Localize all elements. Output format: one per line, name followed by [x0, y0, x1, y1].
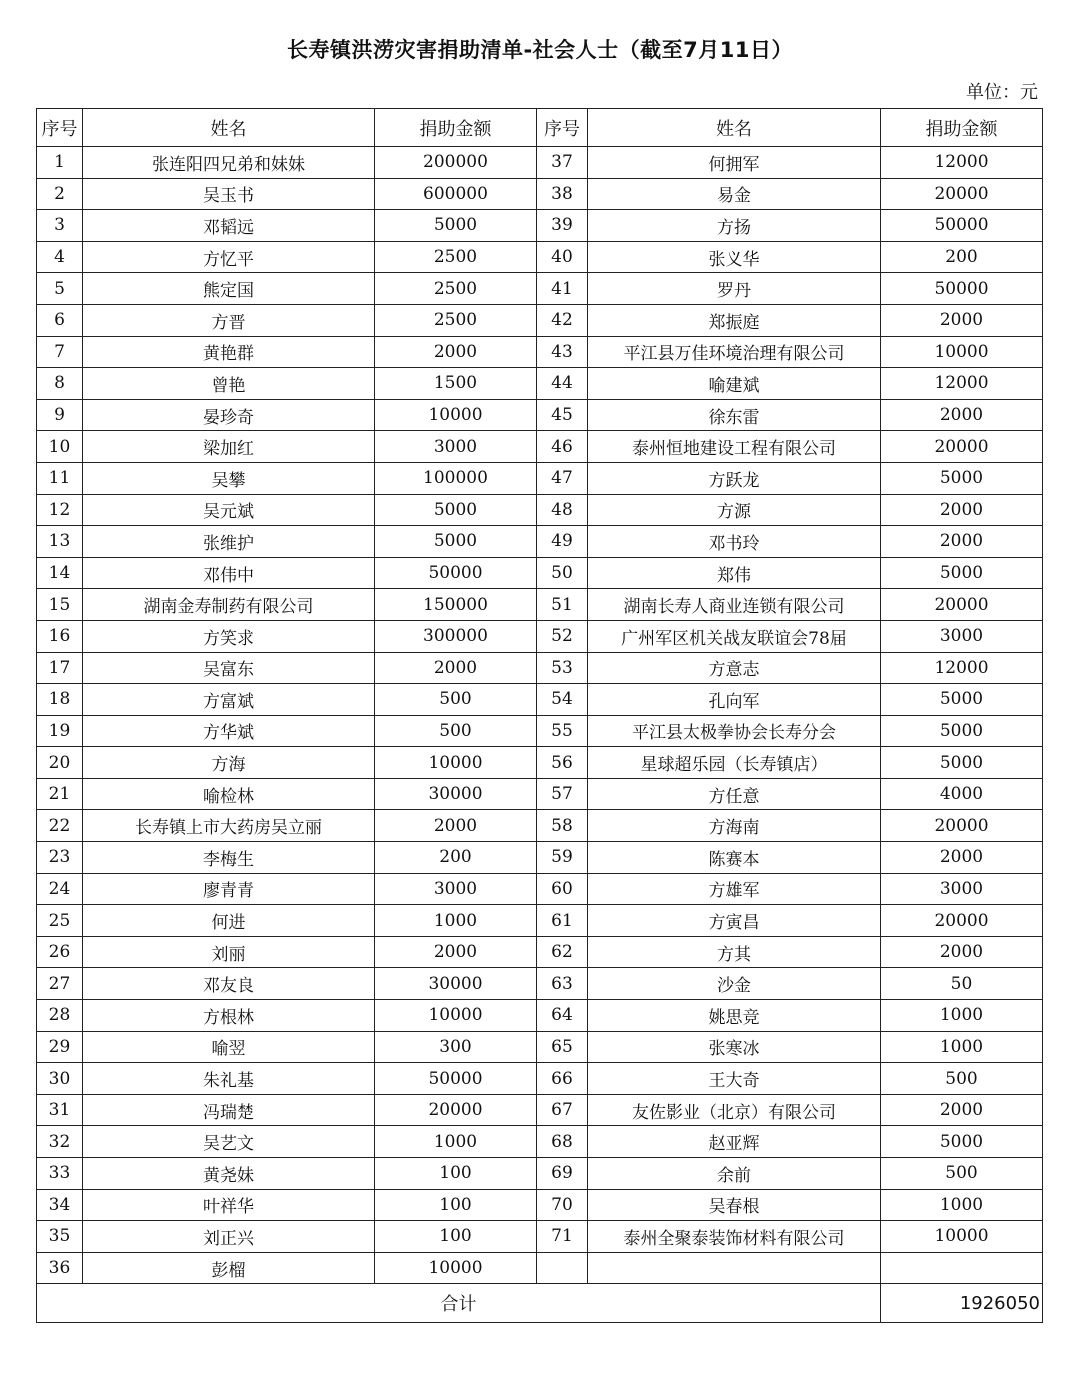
right-no-cell: 46 [537, 431, 588, 463]
left-no-cell: 11 [37, 462, 83, 494]
total-label: 合计 [37, 1284, 881, 1323]
right-no-cell: 64 [537, 1000, 588, 1032]
table-row [37, 1252, 1043, 1284]
left-name-cell: 方忆平 [83, 241, 375, 273]
left-amount-cell: 300000 [375, 620, 537, 652]
left-name-cell: 彭榴 [83, 1252, 375, 1284]
right-amount-cell: 2000 [881, 526, 1043, 558]
table-row [37, 336, 1043, 368]
left-amount-cell: 200 [375, 842, 537, 874]
right-amount-cell: 50000 [881, 273, 1043, 305]
right-name-cell: 何拥军 [588, 147, 881, 179]
table-row [37, 399, 1043, 431]
right-no-cell: 53 [537, 652, 588, 684]
left-no-cell: 19 [37, 715, 83, 747]
right-amount-cell: 2000 [881, 936, 1043, 968]
right-name-cell: 姚思竞 [588, 1000, 881, 1032]
right-name-cell: 平江县万佳环境治理有限公司 [588, 336, 881, 368]
right-name-cell: 方寅昌 [588, 905, 881, 937]
right-amount-cell: 5000 [881, 557, 1043, 589]
left-amount-cell: 2500 [375, 273, 537, 305]
right-amount-cell: 2000 [881, 304, 1043, 336]
left-amount-cell: 1000 [375, 1126, 537, 1158]
right-amount-cell: 12000 [881, 652, 1043, 684]
table-row [37, 368, 1043, 400]
left-name-cell: 长寿镇上市大药房吴立丽 [83, 810, 375, 842]
right-amount-cell: 50000 [881, 210, 1043, 242]
right-name-cell: 张义华 [588, 241, 881, 273]
left-no-cell: 3 [37, 210, 83, 242]
left-amount-cell: 10000 [375, 747, 537, 779]
left-amount-cell: 100000 [375, 462, 537, 494]
left-name-cell: 晏珍奇 [83, 399, 375, 431]
right-name-cell: 王大奇 [588, 1063, 881, 1095]
right-no-cell: 50 [537, 557, 588, 589]
right-name-cell: 郑伟 [588, 557, 881, 589]
unit-note: 单位：元 [966, 82, 1038, 103]
header-no-right: 序号 [537, 109, 588, 147]
right-no-cell: 48 [537, 494, 588, 526]
right-name-cell: 星球超乐园（长寿镇店） [588, 747, 881, 779]
right-amount-cell: 4000 [881, 778, 1043, 810]
right-amount-cell: 20000 [881, 431, 1043, 463]
left-name-cell: 方海 [83, 747, 375, 779]
left-no-cell: 31 [37, 1094, 83, 1126]
left-amount-cell: 100 [375, 1221, 537, 1253]
right-name-cell: 方源 [588, 494, 881, 526]
left-no-cell: 17 [37, 652, 83, 684]
left-amount-cell: 10000 [375, 1000, 537, 1032]
table-row [37, 178, 1043, 210]
left-no-cell: 9 [37, 399, 83, 431]
table-row [37, 304, 1043, 336]
left-name-cell: 叶祥华 [83, 1189, 375, 1221]
left-amount-cell: 200000 [375, 147, 537, 179]
right-no-cell: 37 [537, 147, 588, 179]
table-header-row [37, 109, 1043, 147]
table-row [37, 620, 1043, 652]
right-no-cell: 65 [537, 1031, 588, 1063]
right-name-cell: 平江县太极拳协会长寿分会 [588, 715, 881, 747]
right-name-cell: 方意志 [588, 652, 881, 684]
left-no-cell: 2 [37, 178, 83, 210]
left-no-cell: 7 [37, 336, 83, 368]
right-name-cell: 陈赛本 [588, 842, 881, 874]
left-no-cell: 21 [37, 778, 83, 810]
right-no-cell: 62 [537, 936, 588, 968]
right-no-cell: 69 [537, 1158, 588, 1190]
right-amount-cell: 2000 [881, 842, 1043, 874]
right-no-cell: 38 [537, 178, 588, 210]
left-name-cell: 张连阳四兄弟和妹妹 [83, 147, 375, 179]
right-amount-cell: 20000 [881, 810, 1043, 842]
left-amount-cell: 600000 [375, 178, 537, 210]
left-name-cell: 梁加红 [83, 431, 375, 463]
left-amount-cell: 30000 [375, 968, 537, 1000]
right-no-cell: 42 [537, 304, 588, 336]
left-no-cell: 15 [37, 589, 83, 621]
right-name-cell: 广州军区机关战友联谊会78届 [588, 620, 881, 652]
right-amount-cell: 200 [881, 241, 1043, 273]
table-row [37, 873, 1043, 905]
right-amount-cell: 500 [881, 1158, 1043, 1190]
left-amount-cell: 50000 [375, 1063, 537, 1095]
left-name-cell: 方根林 [83, 1000, 375, 1032]
left-name-cell: 吴元斌 [83, 494, 375, 526]
left-amount-cell: 300 [375, 1031, 537, 1063]
right-amount-cell [881, 1252, 1043, 1284]
header-amount-left: 捐助金额 [375, 109, 537, 147]
right-amount-cell: 5000 [881, 684, 1043, 716]
right-name-cell: 沙金 [588, 968, 881, 1000]
left-no-cell: 29 [37, 1031, 83, 1063]
table-row [37, 494, 1043, 526]
right-no-cell: 58 [537, 810, 588, 842]
left-amount-cell: 500 [375, 715, 537, 747]
left-no-cell: 26 [37, 936, 83, 968]
total-value: 1926050 [881, 1284, 1043, 1323]
left-no-cell: 28 [37, 1000, 83, 1032]
left-name-cell: 刘丽 [83, 936, 375, 968]
left-amount-cell: 3000 [375, 431, 537, 463]
table-row [37, 1158, 1043, 1190]
left-amount-cell: 100 [375, 1158, 537, 1190]
right-amount-cell: 20000 [881, 589, 1043, 621]
right-name-cell: 湖南长寿人商业连锁有限公司 [588, 589, 881, 621]
right-no-cell: 60 [537, 873, 588, 905]
left-no-cell: 22 [37, 810, 83, 842]
right-name-cell: 泰州恒地建设工程有限公司 [588, 431, 881, 463]
table-body [37, 147, 1043, 1284]
right-no-cell: 47 [537, 462, 588, 494]
left-no-cell: 14 [37, 557, 83, 589]
left-name-cell: 熊定国 [83, 273, 375, 305]
right-no-cell: 40 [537, 241, 588, 273]
right-name-cell: 张寒冰 [588, 1031, 881, 1063]
table-row [37, 652, 1043, 684]
table-row [37, 273, 1043, 305]
header-name-left: 姓名 [83, 109, 375, 147]
right-amount-cell: 3000 [881, 620, 1043, 652]
left-name-cell: 黄尧妹 [83, 1158, 375, 1190]
left-amount-cell: 2500 [375, 241, 537, 273]
right-no-cell: 68 [537, 1126, 588, 1158]
right-name-cell: 方跃龙 [588, 462, 881, 494]
left-name-cell: 邓韬远 [83, 210, 375, 242]
right-no-cell: 44 [537, 368, 588, 400]
left-no-cell: 8 [37, 368, 83, 400]
right-amount-cell: 20000 [881, 178, 1043, 210]
right-amount-cell: 5000 [881, 747, 1043, 779]
table-row [37, 1031, 1043, 1063]
right-no-cell: 49 [537, 526, 588, 558]
table-row [37, 684, 1043, 716]
left-amount-cell: 2000 [375, 810, 537, 842]
right-no-cell [537, 1252, 588, 1284]
left-name-cell: 喻检林 [83, 778, 375, 810]
header-name-right: 姓名 [588, 109, 881, 147]
right-name-cell: 方雄军 [588, 873, 881, 905]
left-amount-cell: 2000 [375, 936, 537, 968]
left-no-cell: 33 [37, 1158, 83, 1190]
left-amount-cell: 2000 [375, 336, 537, 368]
left-no-cell: 5 [37, 273, 83, 305]
table-row [37, 1000, 1043, 1032]
left-name-cell: 方华斌 [83, 715, 375, 747]
left-name-cell: 廖青青 [83, 873, 375, 905]
left-amount-cell: 150000 [375, 589, 537, 621]
table-row [37, 431, 1043, 463]
table-row [37, 241, 1043, 273]
left-amount-cell: 5000 [375, 210, 537, 242]
right-amount-cell: 5000 [881, 1126, 1043, 1158]
table-row [37, 210, 1043, 242]
right-no-cell: 66 [537, 1063, 588, 1095]
left-amount-cell: 2500 [375, 304, 537, 336]
right-name-cell: 方扬 [588, 210, 881, 242]
left-amount-cell: 3000 [375, 873, 537, 905]
right-no-cell: 56 [537, 747, 588, 779]
right-no-cell: 55 [537, 715, 588, 747]
right-amount-cell: 1000 [881, 1000, 1043, 1032]
right-name-cell: 余前 [588, 1158, 881, 1190]
right-name-cell: 郑振庭 [588, 304, 881, 336]
left-no-cell: 36 [37, 1252, 83, 1284]
table-row [37, 936, 1043, 968]
left-name-cell: 吴艺文 [83, 1126, 375, 1158]
right-amount-cell: 12000 [881, 147, 1043, 179]
left-name-cell: 曾艳 [83, 368, 375, 400]
left-amount-cell: 10000 [375, 1252, 537, 1284]
right-name-cell [588, 1252, 881, 1284]
table-row [37, 1063, 1043, 1095]
right-no-cell: 59 [537, 842, 588, 874]
table-row [37, 1221, 1043, 1253]
left-name-cell: 喻翌 [83, 1031, 375, 1063]
left-no-cell: 27 [37, 968, 83, 1000]
left-name-cell: 黄艳群 [83, 336, 375, 368]
table-row [37, 526, 1043, 558]
left-amount-cell: 50000 [375, 557, 537, 589]
left-amount-cell: 500 [375, 684, 537, 716]
right-no-cell: 70 [537, 1189, 588, 1221]
table-row [37, 1094, 1043, 1126]
donation-table [36, 108, 1043, 1323]
left-amount-cell: 20000 [375, 1094, 537, 1126]
document-title: 长寿镇洪涝灾害捐助清单-社会人士（截至7月11日） [286, 38, 794, 62]
right-amount-cell: 2000 [881, 399, 1043, 431]
right-no-cell: 57 [537, 778, 588, 810]
left-no-cell: 24 [37, 873, 83, 905]
right-name-cell: 赵亚辉 [588, 1126, 881, 1158]
left-no-cell: 6 [37, 304, 83, 336]
left-name-cell: 朱礼基 [83, 1063, 375, 1095]
right-no-cell: 43 [537, 336, 588, 368]
left-no-cell: 35 [37, 1221, 83, 1253]
right-name-cell: 徐东雷 [588, 399, 881, 431]
left-no-cell: 13 [37, 526, 83, 558]
left-name-cell: 方富斌 [83, 684, 375, 716]
right-name-cell: 友佐影业（北京）有限公司 [588, 1094, 881, 1126]
table-row [37, 968, 1043, 1000]
table-row [37, 147, 1043, 179]
left-no-cell: 12 [37, 494, 83, 526]
left-name-cell: 冯瑞楚 [83, 1094, 375, 1126]
right-name-cell: 方海南 [588, 810, 881, 842]
left-name-cell: 邓友良 [83, 968, 375, 1000]
right-name-cell: 喻建斌 [588, 368, 881, 400]
right-amount-cell: 500 [881, 1063, 1043, 1095]
table-row [37, 747, 1043, 779]
left-amount-cell: 100 [375, 1189, 537, 1221]
left-no-cell: 32 [37, 1126, 83, 1158]
right-no-cell: 39 [537, 210, 588, 242]
left-name-cell: 吴富东 [83, 652, 375, 684]
table-row [37, 557, 1043, 589]
right-no-cell: 51 [537, 589, 588, 621]
right-amount-cell: 2000 [881, 494, 1043, 526]
right-amount-cell: 20000 [881, 905, 1043, 937]
table-row [37, 842, 1043, 874]
right-amount-cell: 5000 [881, 715, 1043, 747]
left-no-cell: 1 [37, 147, 83, 179]
right-amount-cell: 1000 [881, 1189, 1043, 1221]
right-no-cell: 45 [537, 399, 588, 431]
right-amount-cell: 1000 [881, 1031, 1043, 1063]
left-name-cell: 湖南金寿制药有限公司 [83, 589, 375, 621]
left-name-cell: 方晋 [83, 304, 375, 336]
left-no-cell: 4 [37, 241, 83, 273]
total-row [37, 1284, 1043, 1323]
right-amount-cell: 10000 [881, 336, 1043, 368]
left-amount-cell: 5000 [375, 526, 537, 558]
table-row [37, 778, 1043, 810]
right-name-cell: 方其 [588, 936, 881, 968]
left-no-cell: 30 [37, 1063, 83, 1095]
left-no-cell: 18 [37, 684, 83, 716]
right-no-cell: 71 [537, 1221, 588, 1253]
left-no-cell: 16 [37, 620, 83, 652]
table-row [37, 715, 1043, 747]
left-amount-cell: 30000 [375, 778, 537, 810]
right-name-cell: 邓书玲 [588, 526, 881, 558]
left-name-cell: 刘正兴 [83, 1221, 375, 1253]
table-row [37, 1126, 1043, 1158]
left-name-cell: 邓伟中 [83, 557, 375, 589]
right-name-cell: 吴春根 [588, 1189, 881, 1221]
right-no-cell: 61 [537, 905, 588, 937]
left-amount-cell: 1500 [375, 368, 537, 400]
left-name-cell: 吴玉书 [83, 178, 375, 210]
right-no-cell: 52 [537, 620, 588, 652]
left-no-cell: 20 [37, 747, 83, 779]
right-amount-cell: 50 [881, 968, 1043, 1000]
left-amount-cell: 1000 [375, 905, 537, 937]
right-name-cell: 罗丹 [588, 273, 881, 305]
left-no-cell: 10 [37, 431, 83, 463]
right-name-cell: 易金 [588, 178, 881, 210]
right-amount-cell: 12000 [881, 368, 1043, 400]
right-name-cell: 方任意 [588, 778, 881, 810]
right-name-cell: 孔向军 [588, 684, 881, 716]
left-amount-cell: 2000 [375, 652, 537, 684]
table-row [37, 462, 1043, 494]
right-no-cell: 63 [537, 968, 588, 1000]
left-amount-cell: 10000 [375, 399, 537, 431]
right-no-cell: 54 [537, 684, 588, 716]
left-name-cell: 吴攀 [83, 462, 375, 494]
right-name-cell: 泰州全聚泰装饰材料有限公司 [588, 1221, 881, 1253]
left-amount-cell: 5000 [375, 494, 537, 526]
right-amount-cell: 10000 [881, 1221, 1043, 1253]
left-no-cell: 34 [37, 1189, 83, 1221]
table-row [37, 905, 1043, 937]
right-amount-cell: 2000 [881, 1094, 1043, 1126]
right-amount-cell: 5000 [881, 462, 1043, 494]
left-name-cell: 李梅生 [83, 842, 375, 874]
left-no-cell: 25 [37, 905, 83, 937]
right-no-cell: 41 [537, 273, 588, 305]
left-name-cell: 张维护 [83, 526, 375, 558]
right-no-cell: 67 [537, 1094, 588, 1126]
left-name-cell: 何进 [83, 905, 375, 937]
left-no-cell: 23 [37, 842, 83, 874]
header-no-left: 序号 [37, 109, 83, 147]
right-amount-cell: 3000 [881, 873, 1043, 905]
table-row [37, 1189, 1043, 1221]
table-row [37, 589, 1043, 621]
left-name-cell: 方笑求 [83, 620, 375, 652]
table-row [37, 810, 1043, 842]
header-amount-right: 捐助金额 [881, 109, 1043, 147]
